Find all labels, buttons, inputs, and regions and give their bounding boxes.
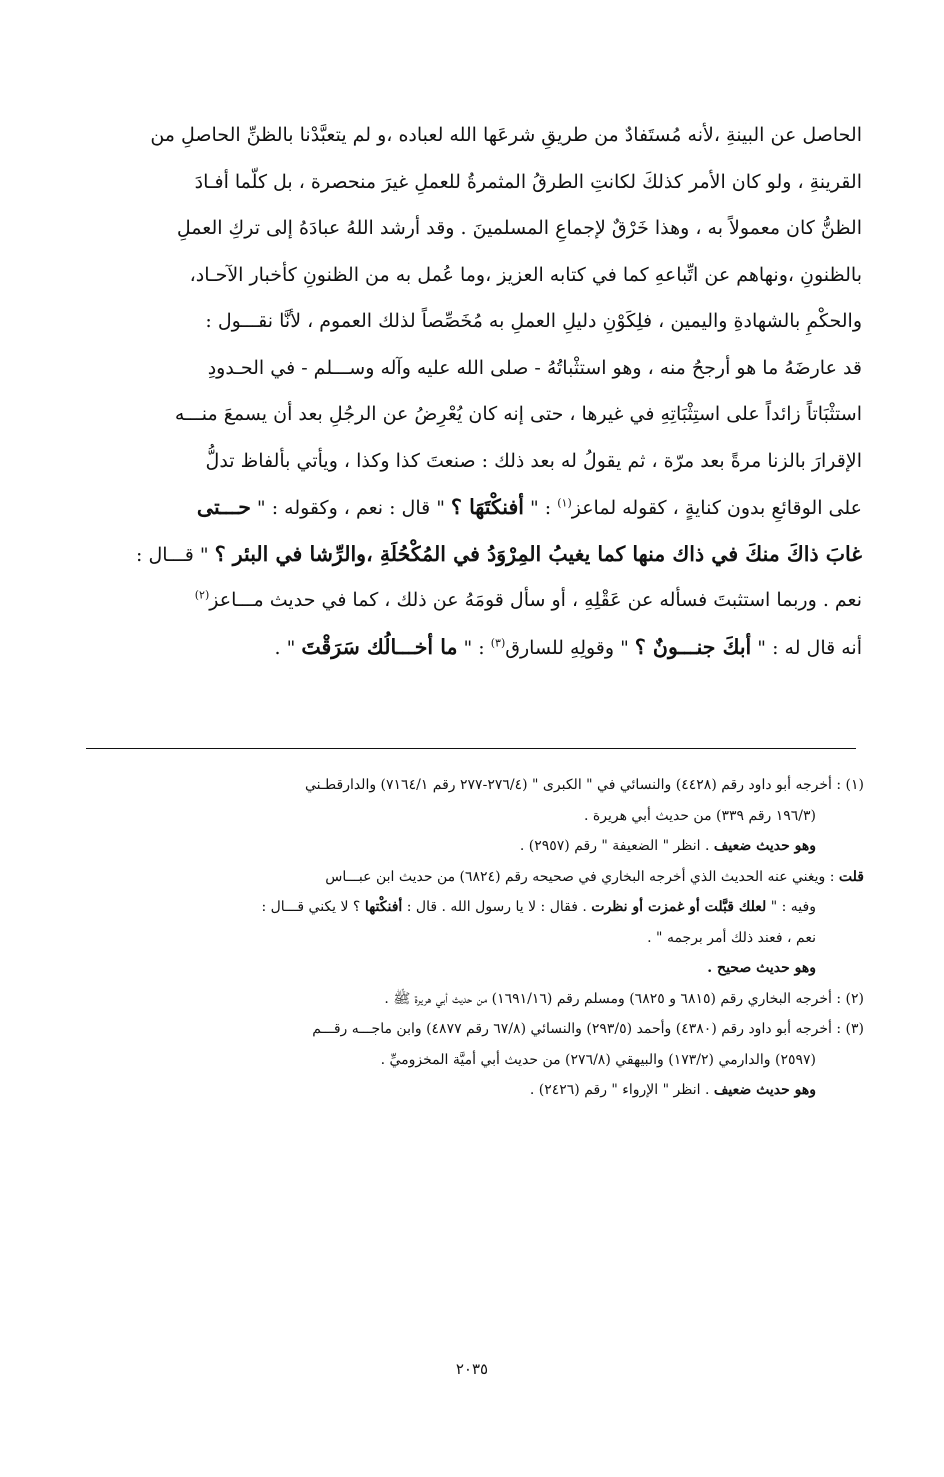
text-segment: : ويغني عنه الحديث الذي أخرجه البخاري في صحيحه رقم (٦٨٢٤) من حديث ابن عبـــاس (325, 868, 839, 885)
text-line-3: الظنُّ كان معمولاً به ، وهذا خَرْقٌ لإجماعِ المسلمينَ . وقد أرشد اللهُ عبادَهُ إلى تركِ العملِ (176, 217, 862, 239)
text-segment: . انظر " الضعيفة " رقم (٢٩٥٧) . (519, 838, 714, 854)
hadith-quote: ما أخـــالُك سَرَقْتَ (301, 634, 458, 659)
hadith-quote: أفنكْتها (364, 899, 403, 915)
grading-label: وهو حديث ضعيف (713, 838, 816, 854)
footnote-1-line-7: وهو حديث صحيح . (707, 960, 816, 976)
page-number: ٢٠٣٥ (455, 1360, 489, 1378)
text-line-9 (84, 484, 862, 531)
text-line-12 (84, 624, 862, 671)
footnote-2-line-1: (٢) : أخرجه البخاري رقم (٦٨١٥ و ٦٨٢٥) ومسلم رقم (١٦٩١/١٦) من حديث أبي هريرة ﷺ . (384, 990, 864, 1007)
text-line-1: الحاصل عن البينةِ ،لأنه مُستَفادٌ من طريقِ شرعَها الله لعباده ،و لم يتعبَّدْنا بالظنِّ الحاصلِ من (150, 124, 862, 146)
footnote-1-line-6: نعم ، فعند ذلك أمر برجمه " . (647, 929, 816, 946)
text-segment: نعم . وربما استثبتَ فسأله عن عَقْلِهِ ، أو سأل قومَهُ عن ذلك ، كما في حديث مـــاعز (209, 589, 862, 611)
footnote-3-line-1: (٣) : أخرجه أبو داود رقم (٤٣٨٠) وأحمد (٢٩٣/٥) والنسائي (٦٧/٨ رقم ٤٨٧٧) وابن ماجـــه رقـــم (312, 1021, 864, 1037)
footnote-1-line-3 (82, 831, 864, 862)
text-segment: " قـــال : (136, 543, 215, 566)
text-line-4: بالظنونِ ،ونهاهم عن اتِّباعهِ كما في كتابه العزيز ،وما عُمل به من الظنونِ كأخبار الآحـاد، (189, 263, 862, 286)
footnote-1-line-5 (82, 892, 864, 923)
footnote-1-line-1: (١) : أخرجه أبو داود رقم (٤٤٢٨) والنسائي في " الكبرى " (٢٧٦/٤-٢٧٧ رقم ٧١٦٤/١) والدارقطـني (305, 777, 864, 793)
footnote-1-line-2: (١٩٦/٣ رقم ٣٣٩) من حديث أبي هريرة . (584, 807, 816, 824)
footnote-3-line-2: (٢٥٩٧) والدارمي (١٧٣/٢) والبيهقي (٢٧٦/٨) من حديث أبي أميَّة المخزوميِّ . (380, 1051, 816, 1068)
hadith-quote: أفنكْتَهَا ؟ (451, 495, 524, 519)
text-segment: " قال : نعم ، وكقوله : " (250, 497, 452, 519)
text-line-5: والحكْمِ بالشهادةِ واليمين ، فلِكَوْنِ دليلِ العملِ به مُخَصِّصاً لذلك العموم ، لأنَّا نقـــول : (205, 310, 862, 332)
text-line-11 (84, 577, 862, 624)
footnote-3-line-3 (82, 1075, 864, 1106)
text-line-10 (84, 531, 862, 578)
text-segment: . انظر " الإرواء " رقم (٢٤٢٦) . (529, 1082, 714, 1098)
footnote-ref-1: (١) (557, 496, 572, 510)
hadith-quote: لعلك قبَّلت أو غمزت أو نظرت (591, 899, 767, 915)
text-segment: على الوقائعِ بدون كنايةٍ ، كقوله لماعز (571, 497, 862, 519)
text-segment: وفيه : " (766, 899, 816, 915)
text-line-7: استثْبَاتاً زائداً على استِثْبَاتِهِ في غيرها ، حتى إنه كان يُعْرِضُ عن الرجُلِ بعد أن يسمعَ منـــه (174, 403, 862, 425)
text-segment: ؟ لا يكني قـــال : (261, 899, 365, 915)
hadith-quote: أبكَ جنـــونٌ ؟ (634, 634, 752, 659)
footnotes (82, 770, 864, 1106)
note-label: قلت (838, 868, 864, 885)
text-line-2: القرينةِ ، ولو كان الأمر كذلكَ لكانتِ الطرقُ المثمرةُ للعملِ غيرَ منحصرة ، بل كلّما أفـادَ (194, 170, 862, 193)
hadith-quote: غابَ ذاكَ منكَ في ذاك منها كما يغيبُ المِرْوَدُ في المُكْحُلَةِ ،والرِّشا في البئر ؟ (214, 541, 862, 566)
footnote-divider (86, 748, 856, 749)
footnote-ref-2: (٢) (194, 588, 210, 602)
text-segment: : " (523, 497, 558, 519)
text-line-8: الإقرارَ بالزنا مرةً بعد مرّة ، ثم يقولُ له بعد ذلك : صنعتَ كذا وكذا ، ويأتي بألفاظ تدلُّ (205, 449, 862, 472)
footnote-ref-3: (٣) (490, 636, 506, 650)
text-segment: أنه قال له : " (751, 636, 862, 659)
main-text (84, 112, 862, 670)
text-segment: " . (274, 636, 302, 659)
footnote-1-line-4 (82, 862, 864, 893)
grading-label: وهو حديث ضعيف (713, 1082, 816, 1098)
text-segment: " وقولِهِ للسارق (505, 636, 635, 659)
text-segment: : " (457, 636, 491, 659)
hadith-quote: حـــتى (196, 495, 251, 519)
text-line-6: قد عارضَهُ ما هو أرجحُ منه ، وهو استثْباتُهُ - صلى الله عليه وآله وســـلم - في الحـدودِ (207, 356, 862, 379)
text-segment: . فقال : لا يا رسول الله . قال : (402, 899, 592, 915)
